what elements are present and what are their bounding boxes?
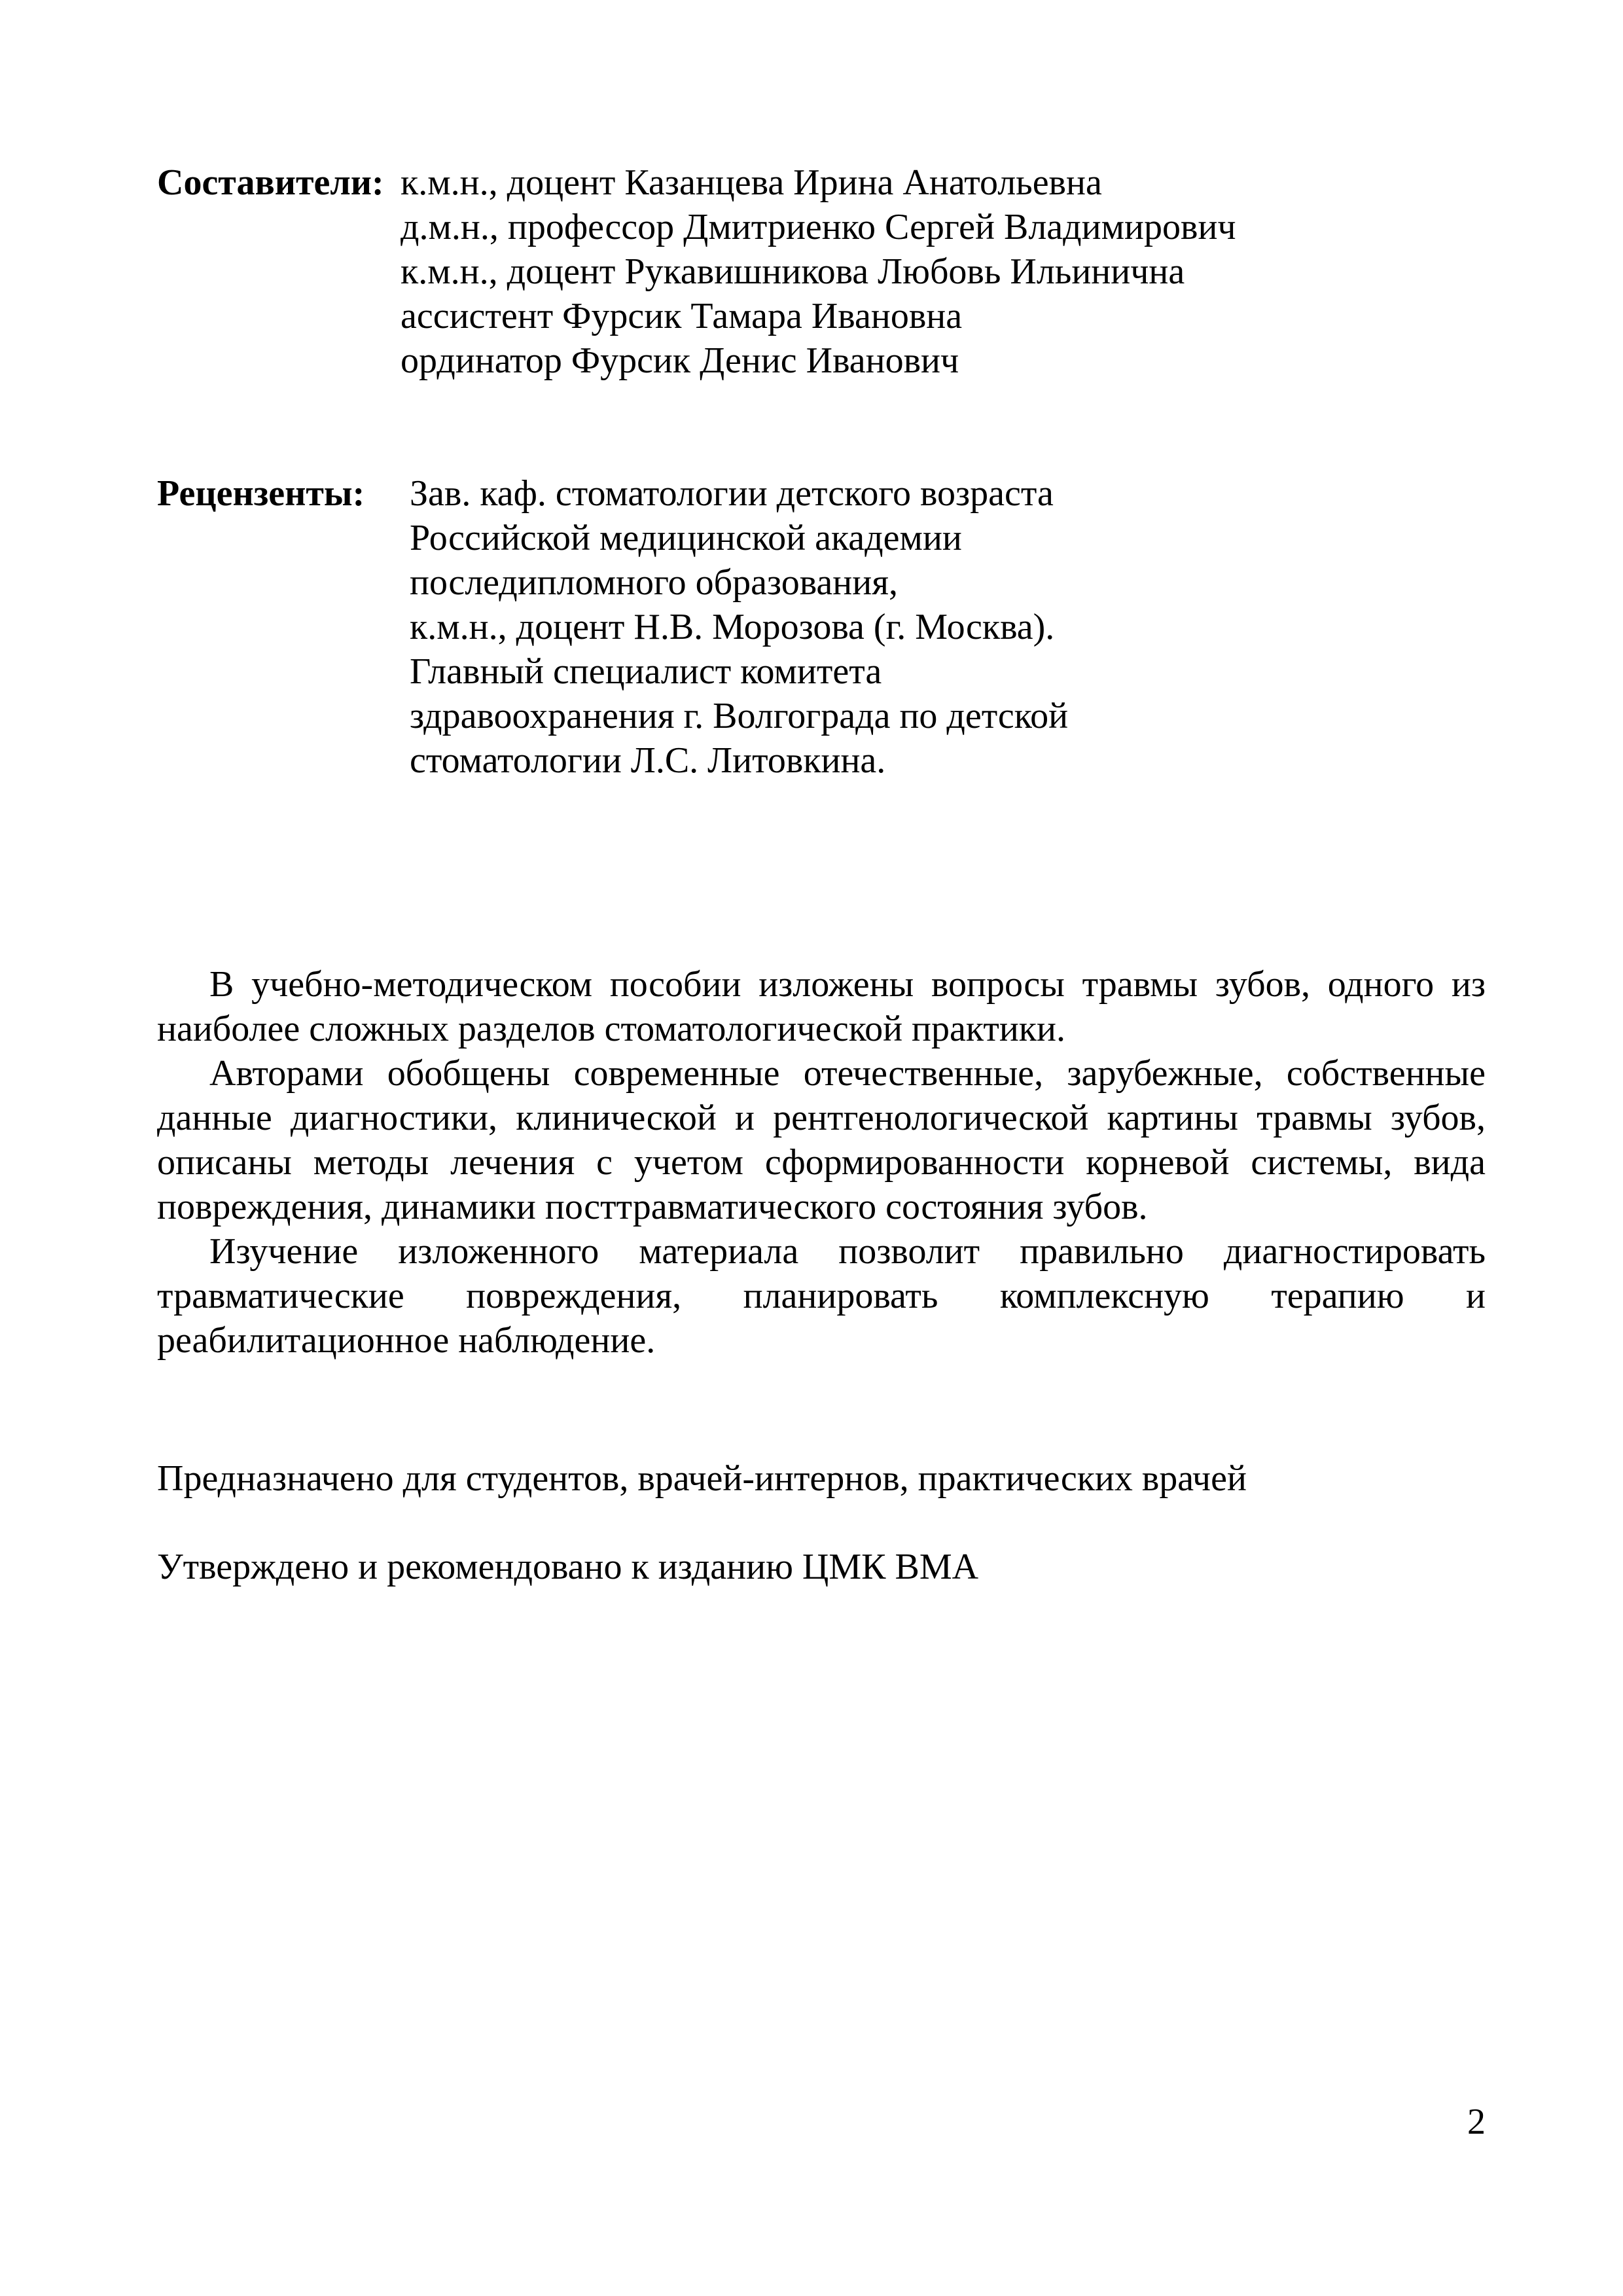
compiler-line: ординатор Фурсик Денис Иванович — [401, 340, 959, 381]
compiler-line: к.м.н., доцент Казанцева Ирина Анатольевна — [401, 162, 1102, 203]
reviewer-line: к.м.н., доцент Н.В. Морозова (г. Москва). — [410, 607, 1055, 647]
reviewers-label: Рецензенты: — [157, 473, 365, 514]
compiler-line: к.м.н., доцент Рукавишникова Любовь Ильинична — [401, 251, 1185, 292]
approval-line: Утверждено и рекомендовано к изданию ЦМК ВМА — [157, 1547, 979, 1587]
reviewer-line: Зав. каф. стоматологии детского возраста — [410, 473, 1054, 514]
reviewer-line: последипломного образования, — [410, 562, 898, 603]
abstract-paragraph: В учебно-методическом пособии изложены вопросы травмы зубов, одного из наиболее сложных разделов стоматологической практики. — [157, 964, 1486, 1049]
compilers-list — [401, 160, 1236, 383]
page-number: 2 — [1467, 2102, 1486, 2142]
abstract-paragraph: Авторами обобщены современные отечественные, зарубежные, собственные данные диагностики, клинической и рентгенологической картины травмы зубов, описаны методы лечения с учетом сформированности корневой системы, вида повреждения, динамики посттравматического состояния зубов. — [157, 1053, 1486, 1227]
reviewer-line: Главный специалист комитета — [410, 651, 882, 692]
intended-for-line: Предназначено для студентов, врачей-интернов, практических врачей — [157, 1458, 1247, 1499]
reviewer-line: стоматологии Л.С. Литовкина. — [410, 740, 886, 781]
reviewer-line: здравоохранения г. Волгограда по детской — [410, 696, 1069, 736]
reviewers-list — [410, 471, 1068, 783]
reviewer-line: Российской медицинской академии — [410, 518, 962, 558]
abstract-paragraph: Изучение изложенного материала позволит правильно диагностировать травматические повреждения, планировать комплексную терапию и реабилитационное наблюдение. — [157, 1231, 1486, 1361]
compilers-label: Составители: — [157, 162, 384, 203]
compiler-line: д.м.н., профессор Дмитриенко Сергей Владимирович — [401, 207, 1236, 247]
compiler-line: ассистент Фурсик Тамара Ивановна — [401, 296, 963, 336]
